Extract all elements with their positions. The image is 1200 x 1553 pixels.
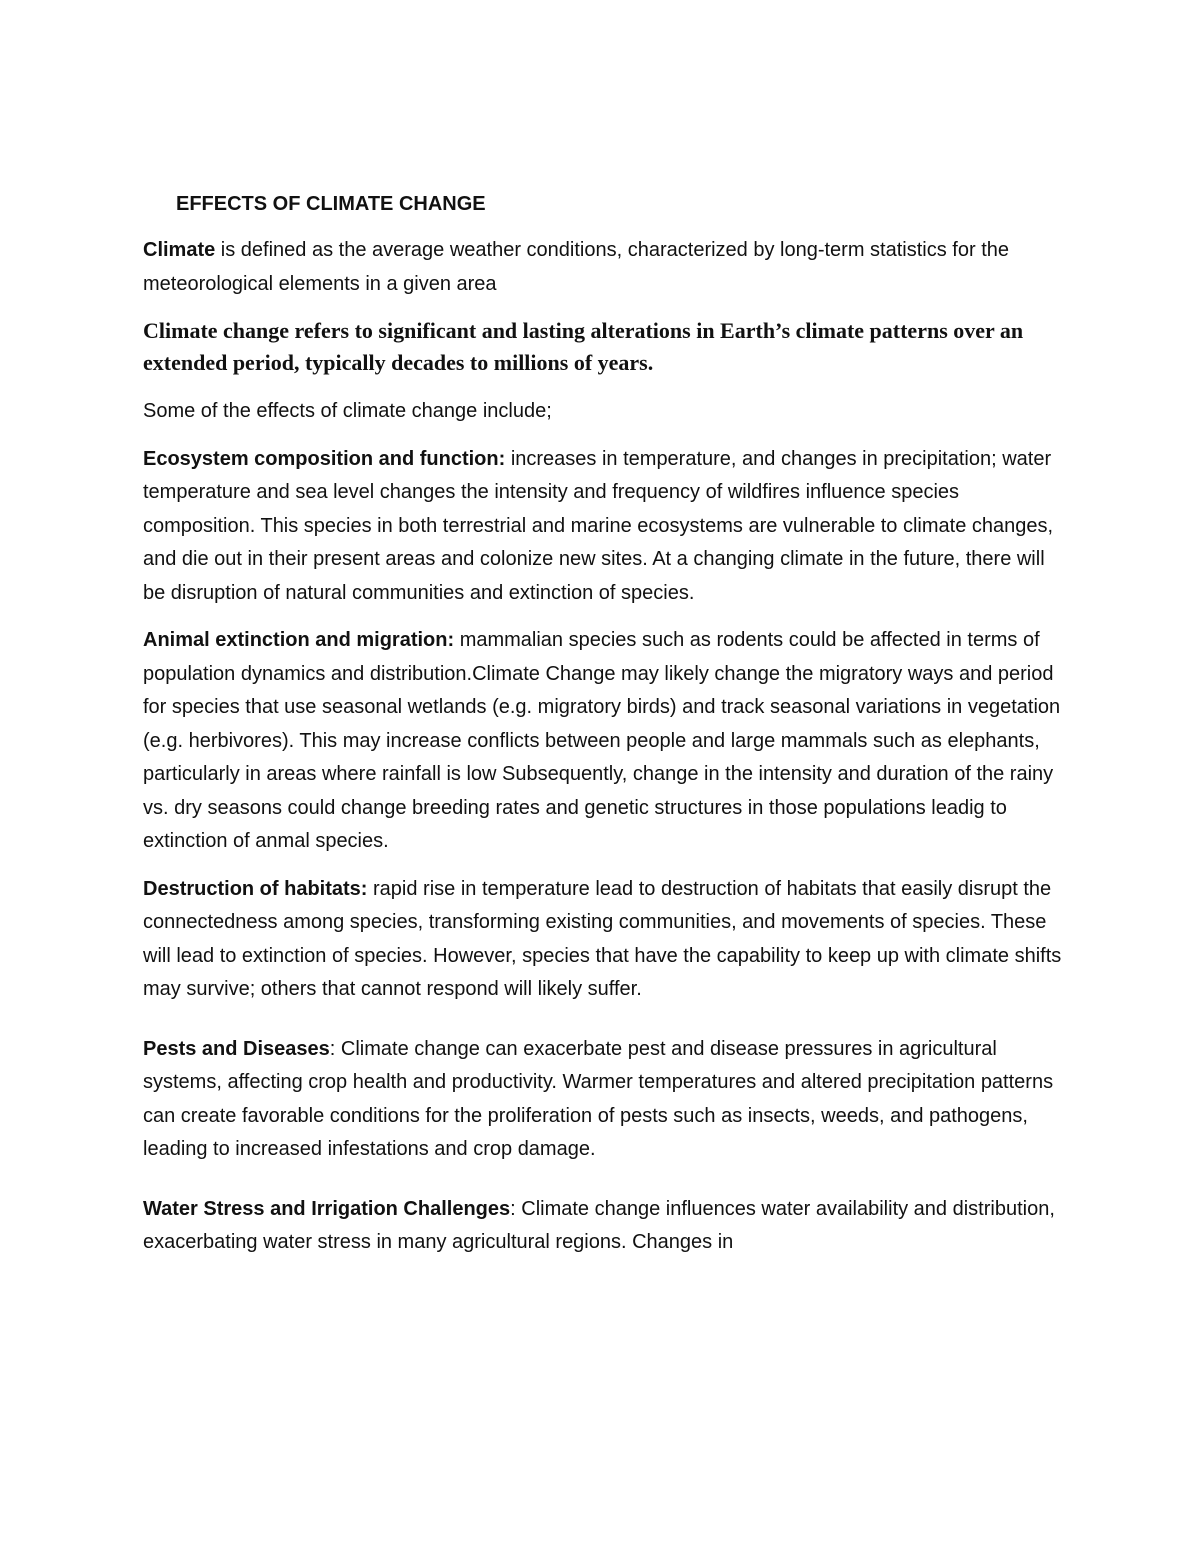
document-body (143, 190, 1068, 1274)
section-text: : Climate change can exacerbate pest and disease pressures in agricultural systems, affecting crop health and productivity. Warmer temperatures and altered precipitation patterns can create favorable conditions for the proliferation of pests such as insects, weeds, and pathogens, leading to increased infestations and crop damage. (143, 1037, 1054, 1160)
section-heading: Destruction of habitats: (143, 877, 368, 900)
section-water-stress (143, 1193, 1068, 1260)
section-text: mammalian species such as rodents could be affected in terms of population dynamics and distribution.Climate Change may likely change the migratory ways and period for species that use seasonal wetlands (e.g. migratory birds) and track seasonal variations in vegetation (e.g. herbivores). This may increase conflicts between people and large mammals such as elephants, particularly in areas where rainfall is low Subsequently, change in the intensity and duration of the rainy vs. dry seasons could change breeding rates and genetic structures in those populations leadig to extinction of anmal species. (143, 629, 1061, 852)
section-animal-extinction (143, 624, 1068, 859)
climate-term: Climate (143, 239, 216, 261)
climate-change-definition: Climate change refers to significant and lasting alterations in Earth’s climate patterns over an extended period, typically decades to millions of years. (143, 318, 1024, 375)
section-heading: Water Stress and Irrigation Challenges (143, 1197, 511, 1220)
section-ecosystem (143, 443, 1068, 611)
section-pests-diseases (143, 1033, 1068, 1167)
section-heading: Pests and Diseases (143, 1037, 330, 1060)
section-text: : Climate change influences water availability and distribution, exacerbating water stress in many agricultural regions. Changes in (143, 1197, 1055, 1253)
section-heading: Ecosystem composition and function: (143, 447, 506, 470)
climate-definition-text: is defined as the average weather conditions, characterized by long-term statistics for the meteorological elements in a given area (143, 239, 1009, 295)
effects-intro: Some of the effects of climate change include; (143, 400, 552, 422)
document-title: EFFECTS OF CLIMATE CHANGE (176, 193, 486, 215)
section-heading: Animal extinction and migration: (143, 629, 455, 651)
section-habitats (143, 873, 1068, 1007)
section-text: increases in temperature, and changes in precipitation; water temperature and sea level changes the intensity and frequency of wildfires influence species composition. This species in both terrestrial and marine ecosystems are vulnerable to climate changes, and die out in their present areas and colonize new sites. At a changing climate in the future, there will be disruption of natural communities and extinction of species. (143, 447, 1054, 604)
climate-definition (143, 234, 1068, 301)
section-text: rapid rise in temperature lead to destruction of habitats that easily disrupt the connectedness among species, transforming existing communities, and movements of species. These will lead to extinction of species. However, species that have the capability to keep up with climate shifts may survive; others that cannot respond will likely suffer. (143, 877, 1062, 1000)
